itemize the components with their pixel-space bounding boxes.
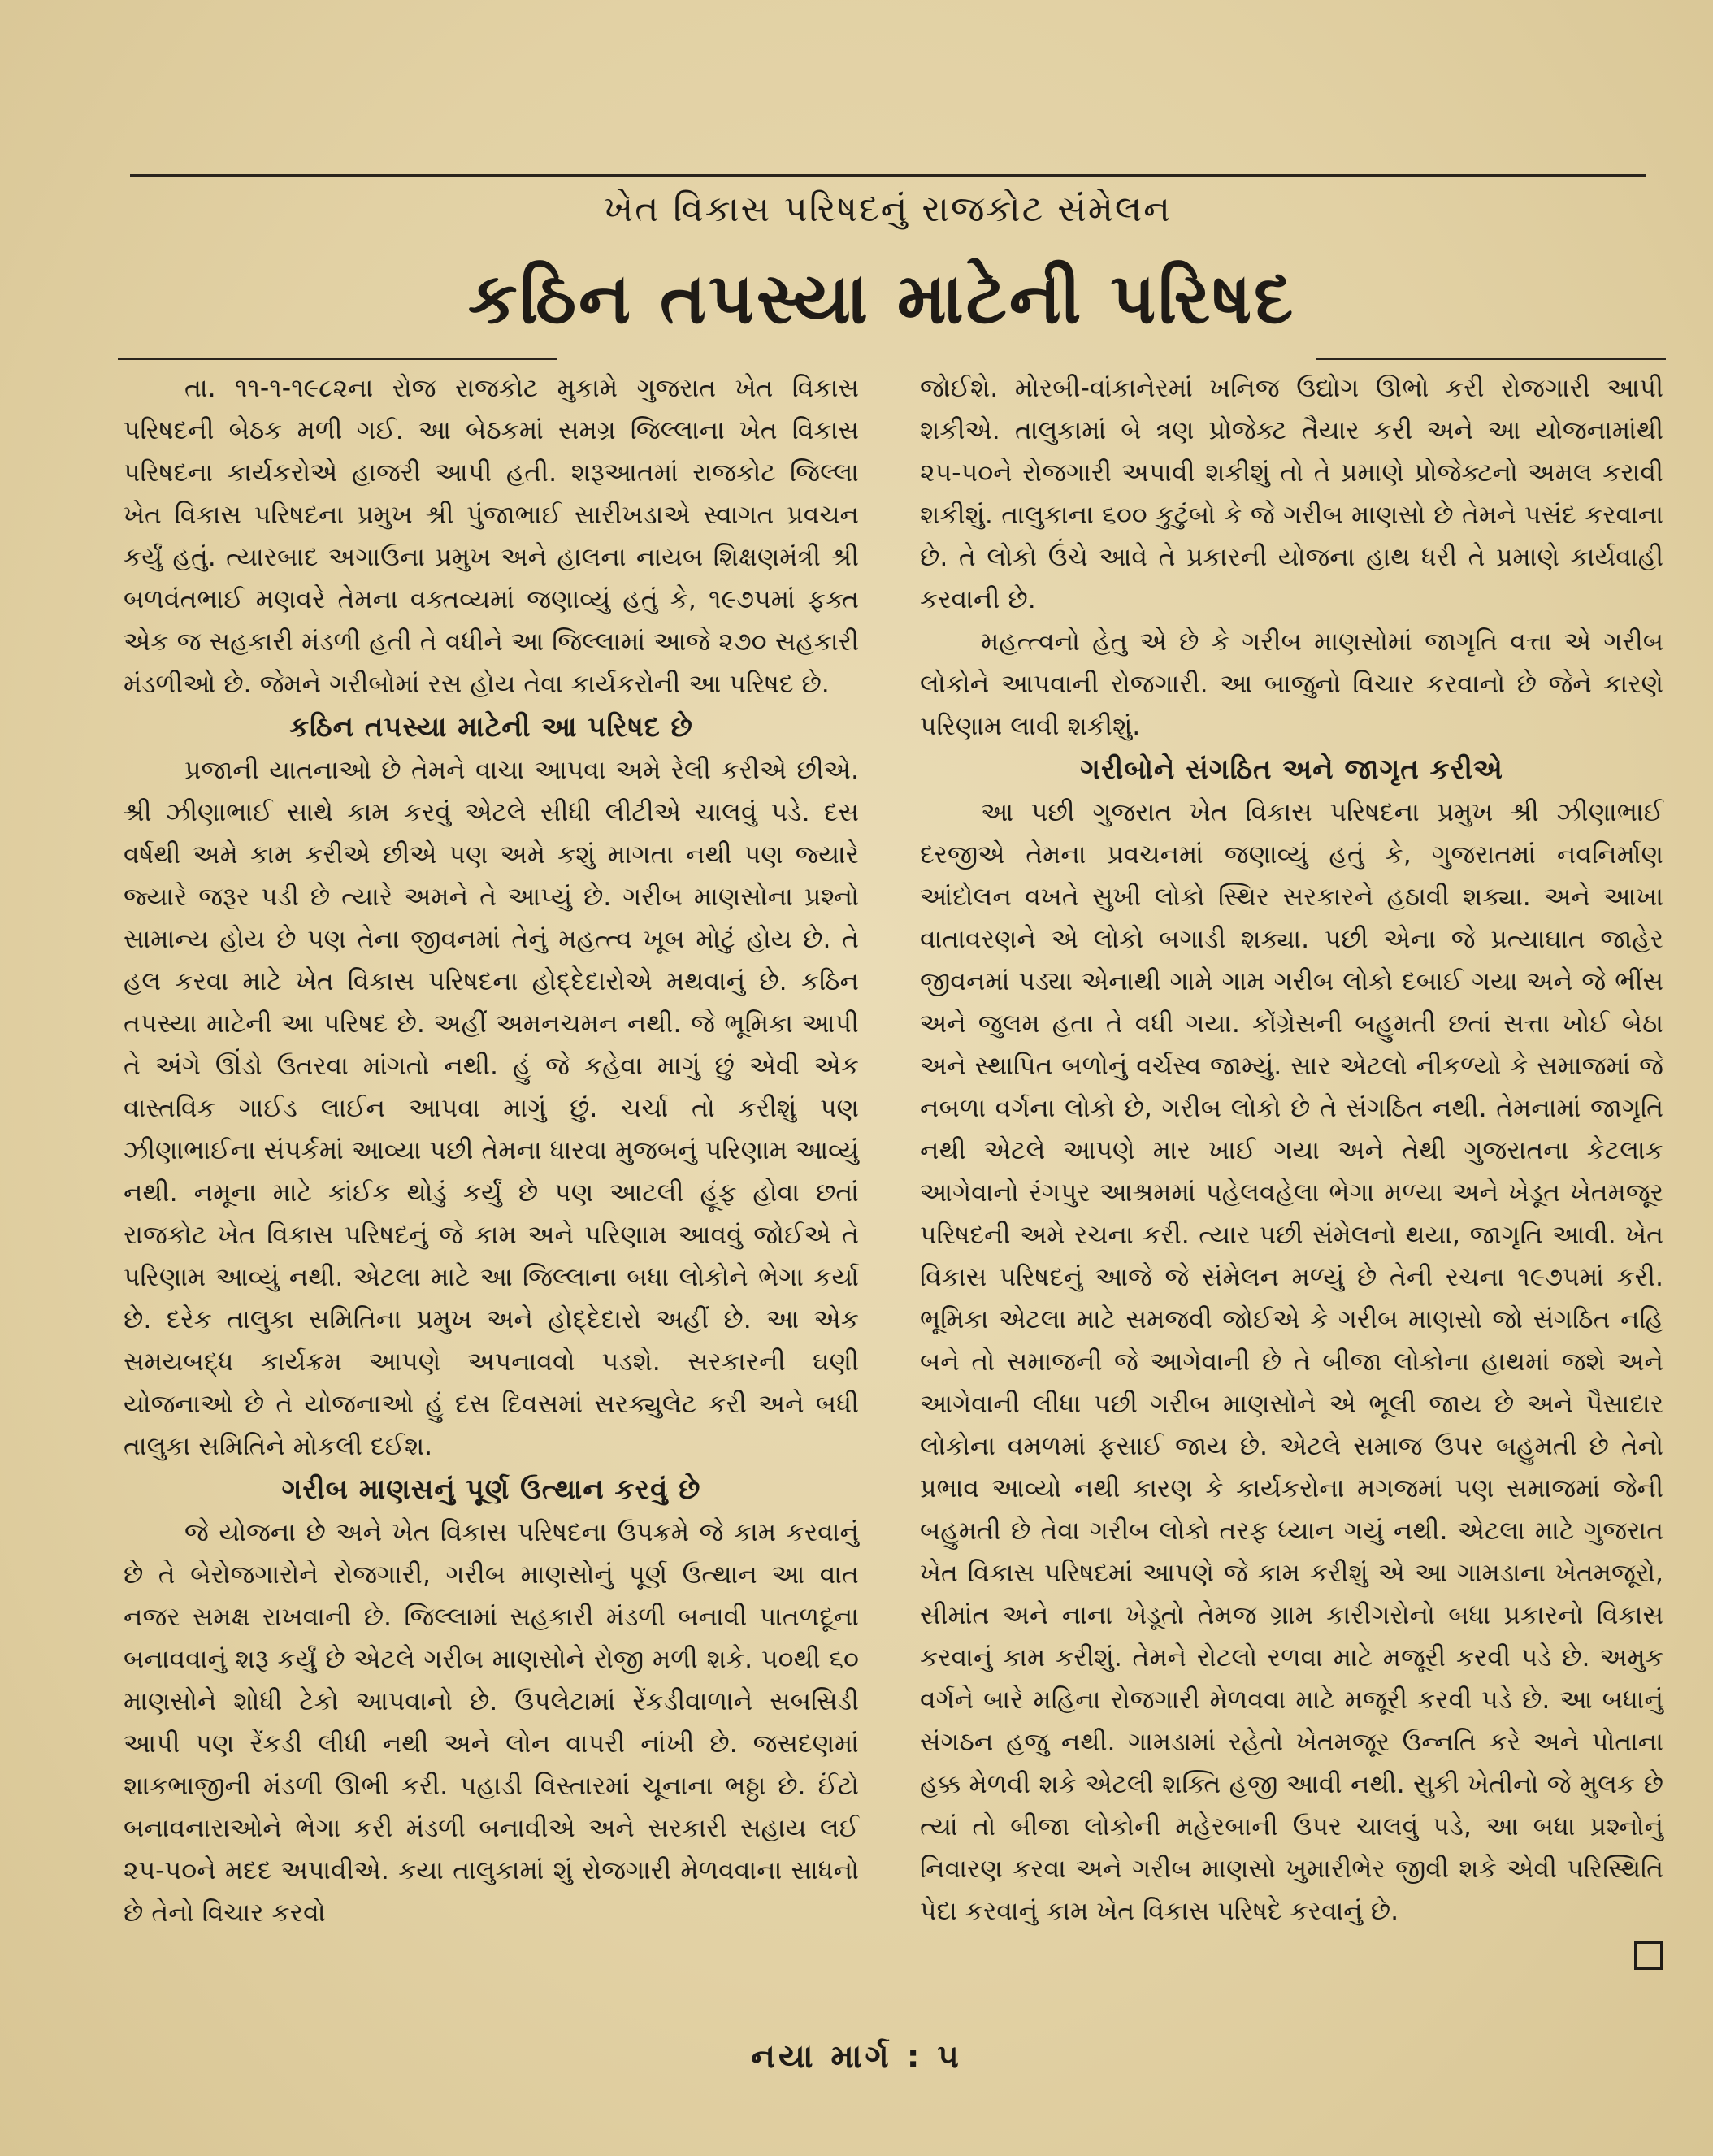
page-footer: નયા માર્ગ : ૫ — [751, 2038, 962, 2076]
paragraph: આ પછી ગુજરાત ખેત વિકાસ પરિષદના પ્રમુખ શ્રી ઝીણાભાઈ દરજીએ તેમના પ્રવચનમાં જણાવ્યું હતું કે, ગુજરાતમાં નવનિર્માણ આંદોલન વખતે સુખી લોકો સ્થિર સરકારને હઠાવી શક્યા. અને આખા વાતાવરણને એ લોકો બગાડી શક્યા. પછી એના જે પ્રત્યાઘાત જાહેર જીવનમાં પડ્યા એનાથી ગામે ગામ ગરીબ લોકો દબાઈ ગયા અને જે ભીંસ અને જુલમ હતા તે વધી ગયા. કોંગ્રેસની બહુમતી છતાં સત્તા ખોઈ બેઠા અને સ્થાપિત બળોનું વર્ચસ્વ જામ્યું. સાર એટલો નીકળ્યો કે સમાજમાં જે નબળા વર્ગના લોકો છે, ગરીબ લોકો છે તે સંગઠિત નથી. તેમનામાં જાગૃતિ નથી એટલે આપણે માર ખાઈ ગયા અને તેથી ગુજરાતના કેટલાક આગેવાનો રંગપુર આશ્રમમાં પહેલવહેલા ભેગા મળ્યા અને ખેડૂત ખેતમજૂર પરિષદની અમે રચના કરી. ત્યાર પછી સંમેલનો થયા, જાગૃતિ આવી. ખેત વિકાસ પરિષદનું આજે જે સંમેલન મળ્યું છે તેની રચના ૧૯૭૫માં કરી. ભૂમિકા એટલા માટે સમજવી જોઈએ કે ગરીબ માણસો જો સંગઠિત નહિ બને તો સમાજની જે આગેવાની છે તે બીજા લોકોના હાથમાં જશે અને આગેવાની લીધા પછી ગરીબ માણસોને એ ભૂલી જાય છે અને પૈસાદાર લોકોના વમળમાં ફસાઈ જાય છે. એટલે સમાજ ઉપર બહુમતી છે તેનો પ્રભાવ આવ્યો નથી કારણ કે કાર્યકરોના મગજમાં પણ સમાજમાં જેની બહુમતી છે તેવા ગરીબ લોકો તરફ ધ્યાન ગયું નથી. એટલા માટે ગુજરાત ખેત વિકાસ પરિષદમાં આપણે જે કામ કરીશું એ આ ગામડાના ખેતમજૂરો, સીમાંત અને નાના ખેડૂતો તેમજ ગ્રામ કારીગરોનો બધા પ્રકારનો વિકાસ કરવાનું કામ કરીશું. તેમને રોટલો રળવા માટે મજૂરી કરવી પડે છે. અમુક વર્ગને બારે મહિના રોજગારી મેળવવા માટે મજૂરી કરવી પડે છે. આ બધાનું સંગઠન હજુ નથી. ગામડામાં રહેતો ખેતમજૂર ઉન્નતિ કરે અને પોતાના હક્ક મેળવી શકે એટલી શક્તિ હજી આવી નથી. સુકી ખેતીનો જે મુલક છે ત્યાં તો બીજા લોકોની મહેરબાની ઉપર ચાલવું પડે, આ બધા પ્રશ્નોનું નિવારણ કરવા અને ગરીબ માણસો ખુમારીભેર જીવી શકે એવી પરિસ્થિતિ પેદા કરવાનું કામ ખેત વિકાસ પરિષદે કરવાનું છે. — [920, 798, 1663, 1926]
section-heading: કઠિન તપસ્યા માટેની આ પરિષદ છે — [289, 711, 693, 744]
article-subtitle: ખેત વિકાસ પરિષદનું રાજકોટ સંમેલન — [604, 189, 1172, 230]
paragraph: જોઈશે. મોરબી-વાંકાનેરમાં ખનિજ ઉદ્યોગ ઊભો કરી રોજગારી આપી શકીએ. તાલુકામાં બે ત્રણ પ્રોજેક્ટ તૈયાર કરી અને આ યોજનામાંથી ૨૫-૫૦ને રોજગારી અપાવી શકીશું તો તે પ્રમાણે પ્રોજેક્ટનો અમલ કરાવી શકીશું. તાલુકાના ૬૦૦ કુટુંબો કે જે ગરીબ માણસો છે તેમને પસંદ કરવાના છે. તે લોકો ઉંચે આવે તે પ્રકારની યોજના હાથ ધરી તે પ્રમાણે કાર્યવાહી કરવાની છે. — [920, 374, 1663, 614]
right-column — [920, 367, 1663, 1970]
end-of-article-box-icon — [1634, 1941, 1663, 1970]
title-rule-right — [1316, 358, 1666, 360]
left-column — [124, 367, 859, 1934]
title-rule-left — [118, 358, 557, 360]
paragraph: પ્રજાની યાતનાઓ છે તેમને વાચા આપવા અમે રેલી કરીએ છીએ. શ્રી ઝીણાભાઈ સાથે કામ કરવું એટલે સીધી લીટીએ ચાલવું પડે. દસ વર્ષથી અમે કામ કરીએ છીએ પણ અમે કશું માગતા નથી પણ જ્યારે જ્યારે જરૂર પડી છે ત્યારે અમને તે આપ્યું છે. ગરીબ માણસોના પ્રશ્નો સામાન્ય હોય છે પણ તેના જીવનમાં તેનું મહત્ત્વ ખૂબ મોટું હોય છે. તે હલ કરવા માટે ખેત વિકાસ પરિષદના હોદ્દેદારોએ મથવાનું છે. કઠિન તપસ્યા માટેની આ પરિષદ છે. અહીં અમનચમન નથી. જે ભૂમિકા આપી તે અંગે ઊંડો ઉતરવા માંગતો નથી. હું જે કહેવા માગું છું એવી એક વાસ્તવિક ગાઈડ લાઈન આપવા માગું છું. ચર્ચા તો કરીશું પણ ઝીણાભાઈના સંપર્કમાં આવ્યા પછી તેમના ધારવા મુજબનું પરિણામ આવ્યું નથી. નમૂના માટે કાંઈક થોડું કર્યું છે પણ આટલી હૂંફ હોવા છતાં રાજકોટ ખેત વિકાસ પરિષદનું જે કામ અને પરિણામ આવવું જોઈએ તે પરિણામ આવ્યું નથી. એટલા માટે આ જિલ્લાના બધા લોકોને ભેગા કર્યા છે. દરેક તાલુકા સમિતિના પ્રમુખ અને હોદ્દેદારો અહીં છે. આ એક સમયબદ્ધ કાર્યક્રમ આપણે અપનાવવો પડશે. સરકારની ઘણી યોજનાઓ છે તે યોજનાઓ હું દસ દિવસમાં સરક્યુલેટ કરી અને બધી તાલુકા સમિતિને મોકલી દઈશ. — [124, 756, 859, 1461]
section-heading: ગરીબ માણસનું પૂર્ણ ઉત્થાન કરવું છે — [281, 1473, 701, 1506]
paragraph: જે યોજના છે અને ખેત વિકાસ પરિષદના ઉપક્રમે જે કામ કરવાનું છે તે બેરોજગારોને રોજગારી, ગરીબ માણસોનું પૂર્ણ ઉત્થાન આ વાત નજર સમક્ષ રાખવાની છે. જિલ્લામાં સહકારી મંડળી બનાવી પાતળદૂના બનાવવાનું શરૂ કર્યું છે એટલે ગરીબ માણસોને રોજી મળી શકે. ૫૦થી ૬૦ માણસોને શોધી ટેકો આપવાનો છે. ઉપલેટામાં રેંકડીવાળાને સબસિડી આપી પણ રેંકડી લીધી નથી અને લોન વાપરી નાંખી છે. જસદણમાં શાકભાજીની મંડળી ઊભી કરી. પહાડી વિસ્તારમાં ચૂનાના ભઠ્ઠા છે. ઈંટો બનાવનારાઓને ભેગા કરી મંડળી બનાવીએ અને સરકારી સહાય લઈ ૨૫-૫૦ને મદદ અપાવીએ. કયા તાલુકામાં શું રોજગારી મેળવવાના સાધનો છે તેનો વિચાર કરવો — [124, 1518, 859, 1928]
article-title: કઠિન તપસ્યા માટેની પરિષદ — [467, 258, 1296, 340]
section-heading: ગરીબોને સંગઠિત અને જાગૃત કરીએ — [1080, 753, 1503, 786]
paragraph: તા. ૧૧-૧-૧૯૮૨ના રોજ રાજકોટ મુકામે ગુજરાત ખેત વિકાસ પરિષદની બેઠક મળી ગઈ. આ બેઠકમાં સમગ્ર જિલ્લાના ખેત વિકાસ પરિષદના કાર્યકરોએ હાજરી આપી હતી. શરૂઆતમાં રાજકોટ જિલ્લા ખેત વિકાસ પરિષદના પ્રમુખ શ્રી પુંજાભાઈ સારીખડાએ સ્વાગત પ્રવચન કર્યું હતું. ત્યારબાદ અગાઉના પ્રમુખ અને હાલના નાયબ શિક્ષણમંત્રી શ્રી બળવંતભાઈ મણવરે તેમના વક્તવ્યમાં જણાવ્યું હતું કે, ૧૯૭૫માં ફક્ત એક જ સહકારી મંડળી હતી તે વધીને આ જિલ્લામાં આજે ૨૭૦ સહકારી મંડળીઓ છે. જેમને ગરીબોમાં રસ હોય તેવા કાર્યકરોની આ પરિષદ છે. — [124, 374, 859, 699]
top-rule — [130, 174, 1646, 177]
paragraph: મહત્ત્વનો હેતુ એ છે કે ગરીબ માણસોમાં જાગૃતિ વત્તા એ ગરીબ લોકોને આપવાની રોજગારી. આ બાજુનો વિચાર કરવાનો છે જેને કારણે પરિણામ લાવી શકીશું. — [920, 627, 1663, 741]
